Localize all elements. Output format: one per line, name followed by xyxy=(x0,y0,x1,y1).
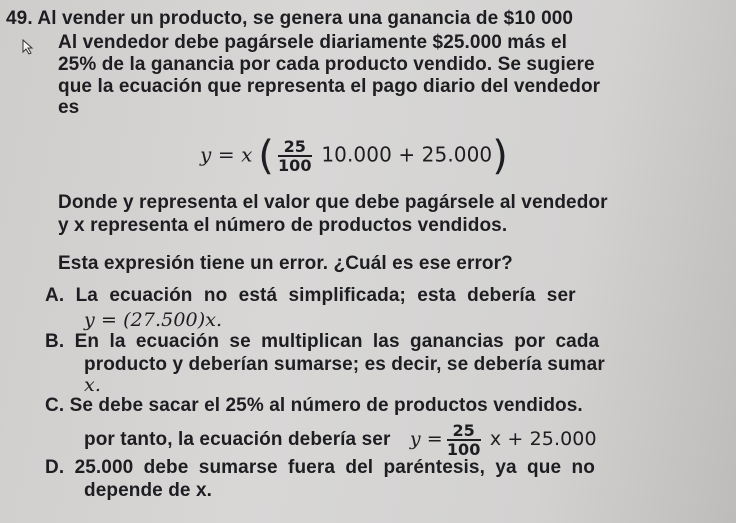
cursor-icon xyxy=(22,39,36,55)
question-stem-line-3: 25% de la ganancia por cada producto vendido. Se sugiere xyxy=(58,54,595,75)
option-a[interactable] xyxy=(45,285,576,307)
option-b[interactable] xyxy=(45,331,599,353)
option-c-line-1: Se debe sacar el 25% al número de productos vendidos. xyxy=(69,395,583,416)
question-stem-line-1: Al vender un producto, se genera una ganancia de $10 000 xyxy=(37,8,574,29)
option-a-line-2: y = (27.500)x. xyxy=(84,309,223,331)
question-stem-line-5: es xyxy=(58,97,80,118)
option-c-eq-rest: x + 25.000 xyxy=(489,428,597,451)
option-c-fraction xyxy=(447,422,481,458)
option-c-fraction-numerator: 25 xyxy=(452,421,475,440)
option-c[interactable] xyxy=(45,395,583,417)
equation-close-paren: ) xyxy=(492,133,508,179)
where-line-2: y x representa el número de productos vendidos. xyxy=(58,215,508,236)
equation-lhs: y = x xyxy=(200,142,253,167)
option-c-line-2: por tanto, la ecuación debería ser xyxy=(84,429,391,451)
equation-fraction xyxy=(278,138,312,174)
question-stem-line-2: Al vendedor debe pagársele diariamente $25.000 más el xyxy=(58,32,568,53)
option-d-line-2: depende de x. xyxy=(84,480,213,501)
option-b-line-3: x. xyxy=(84,374,101,396)
option-a-line-1: La ecuación no está simplificada; esta debería ser xyxy=(75,285,576,306)
question-stem-line-4: que la ecuación que representa el pago diario del vendedor xyxy=(58,76,601,97)
equation-fraction-denominator: 100 xyxy=(277,156,312,175)
equation-rest: 10.000 + 25.000 xyxy=(321,142,493,167)
question-prompt: Esta expresión tiene un error. ¿Cuál es ese error? xyxy=(58,253,513,274)
option-c-fraction-denominator: 100 xyxy=(446,440,481,459)
question-header xyxy=(6,8,573,30)
option-c-letter: C. xyxy=(45,395,65,416)
option-b-line-1: En la ecuación se multiplican las ganancias por cada xyxy=(74,331,600,352)
where-line-1: Donde y representa el valor que debe pagársele al vendedor xyxy=(58,192,608,213)
question-equation xyxy=(200,133,508,179)
option-d-line-1: 25.000 debe sumarse fuera del paréntesis, ya que no xyxy=(74,457,595,478)
option-c-eq-lhs: y = xyxy=(409,428,443,451)
question-number: 49. xyxy=(6,8,33,29)
option-d-letter: D. xyxy=(45,457,65,478)
equation-fraction-numerator: 25 xyxy=(283,137,307,156)
option-d[interactable] xyxy=(45,457,595,479)
option-b-letter: B. xyxy=(45,331,65,352)
option-a-letter: A. xyxy=(45,285,65,306)
equation-open-paren: ( xyxy=(258,133,274,179)
option-c-line-2-row xyxy=(84,422,597,458)
option-b-line-2: producto y deberían sumarse; es decir, se debería sumar xyxy=(84,354,605,375)
